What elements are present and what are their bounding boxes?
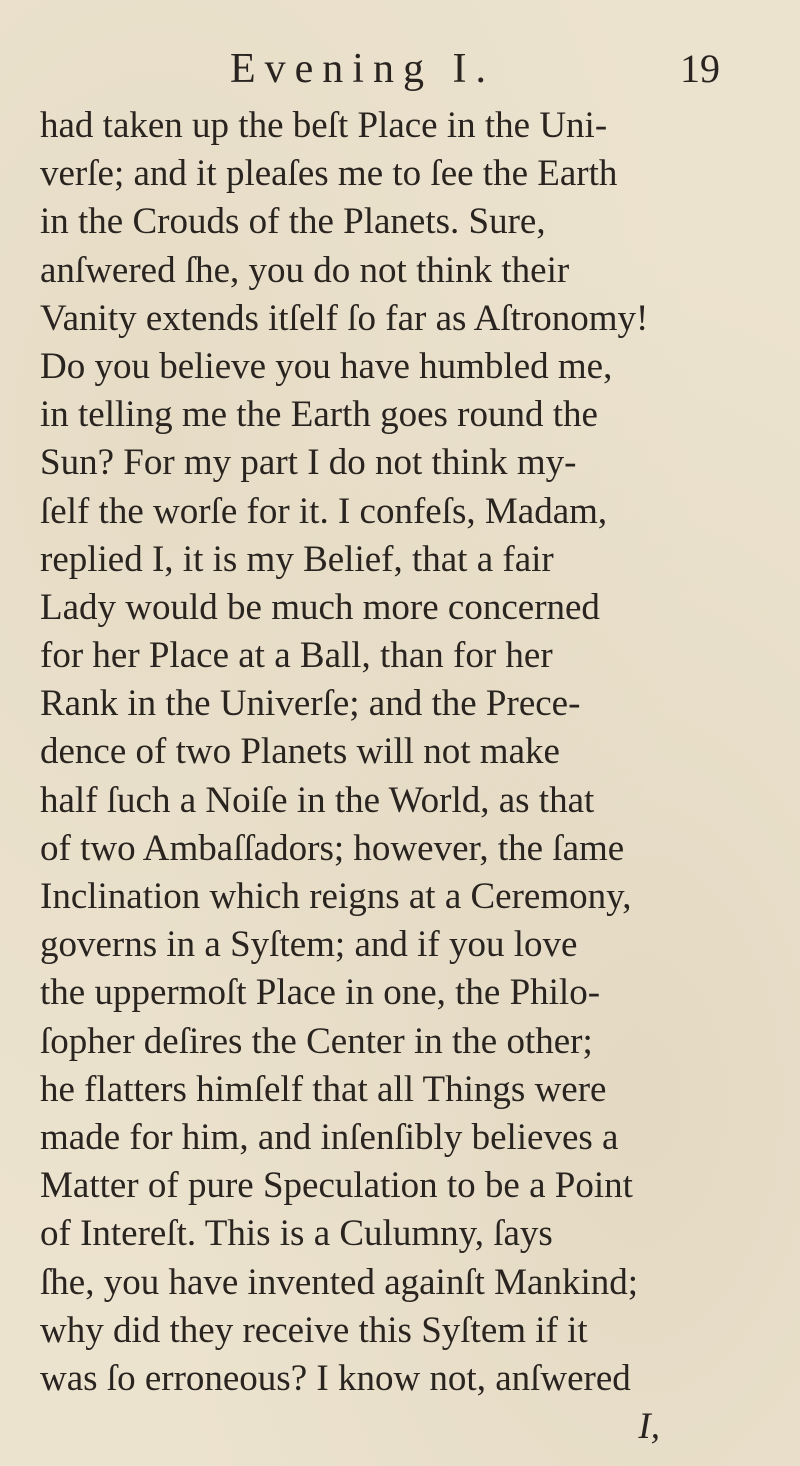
text-line: the uppermoſt Place in one, the Philo- xyxy=(40,972,601,1014)
text-line: Sun? For my part I do not think my- xyxy=(40,442,577,484)
text-line: Matter of pure Speculation to be a Point xyxy=(40,1165,633,1207)
text-line: ſelf the worſe for it. I confeſs, Madam, xyxy=(40,490,608,532)
text-line: he flatters himſelf that all Things were xyxy=(40,1068,607,1110)
text-line: had taken up the beſt Place in the Uni- xyxy=(40,105,608,146)
text-line: Inclination which reigns at a Ceremony, xyxy=(40,876,632,917)
text-line: Do you believe you have humbled me, xyxy=(40,345,613,387)
text-line: for her Place at a Ball, than for her xyxy=(40,635,553,677)
text-line: Lady would be much more concerned xyxy=(40,586,600,628)
text-line: anſwered ſhe, you do not think their xyxy=(40,249,570,291)
text-line: Vanity extends itſelf ſo far as Aſtronomy! xyxy=(40,297,649,339)
catchword: I, xyxy=(638,1406,660,1448)
text-line: governs in a Syſtem; and if you love xyxy=(40,924,578,966)
text-line: replied I, it is my Belief, that a fair xyxy=(40,538,554,580)
text-line: of two Ambaſſadors; however, the ſame xyxy=(40,827,625,869)
text-line: ſhe, you have invented againſt Mankind; xyxy=(40,1261,639,1303)
text-line: ſopher deſires the Center in the other; xyxy=(40,1020,593,1062)
text-line: in telling me the Earth goes round the xyxy=(40,394,598,436)
text-line: was ſo erroneous? I know not, anſwered xyxy=(40,1357,631,1399)
text-line: verſe; and it pleaſes me to ſee the Earth xyxy=(40,153,618,195)
running-head xyxy=(160,44,720,94)
text-line: half ſuch a Noiſe in the World, as that xyxy=(40,779,595,821)
body-text xyxy=(40,102,770,1451)
text-line: of Intereſt. This is a Culumny, ſays xyxy=(40,1213,553,1255)
running-head-title: Evening I. xyxy=(230,46,495,92)
text-line: in the Crouds of the Planets. Sure, xyxy=(40,201,546,243)
page-number: 19 xyxy=(680,46,720,91)
text-line: dence of two Planets will not make xyxy=(40,731,560,773)
text-line: Rank in the Univerſe; and the Prece- xyxy=(40,683,581,725)
text-line: why did they receive this Syſtem if it xyxy=(40,1309,588,1351)
text-line: made for him, and inſenſibly believes a xyxy=(40,1116,619,1158)
